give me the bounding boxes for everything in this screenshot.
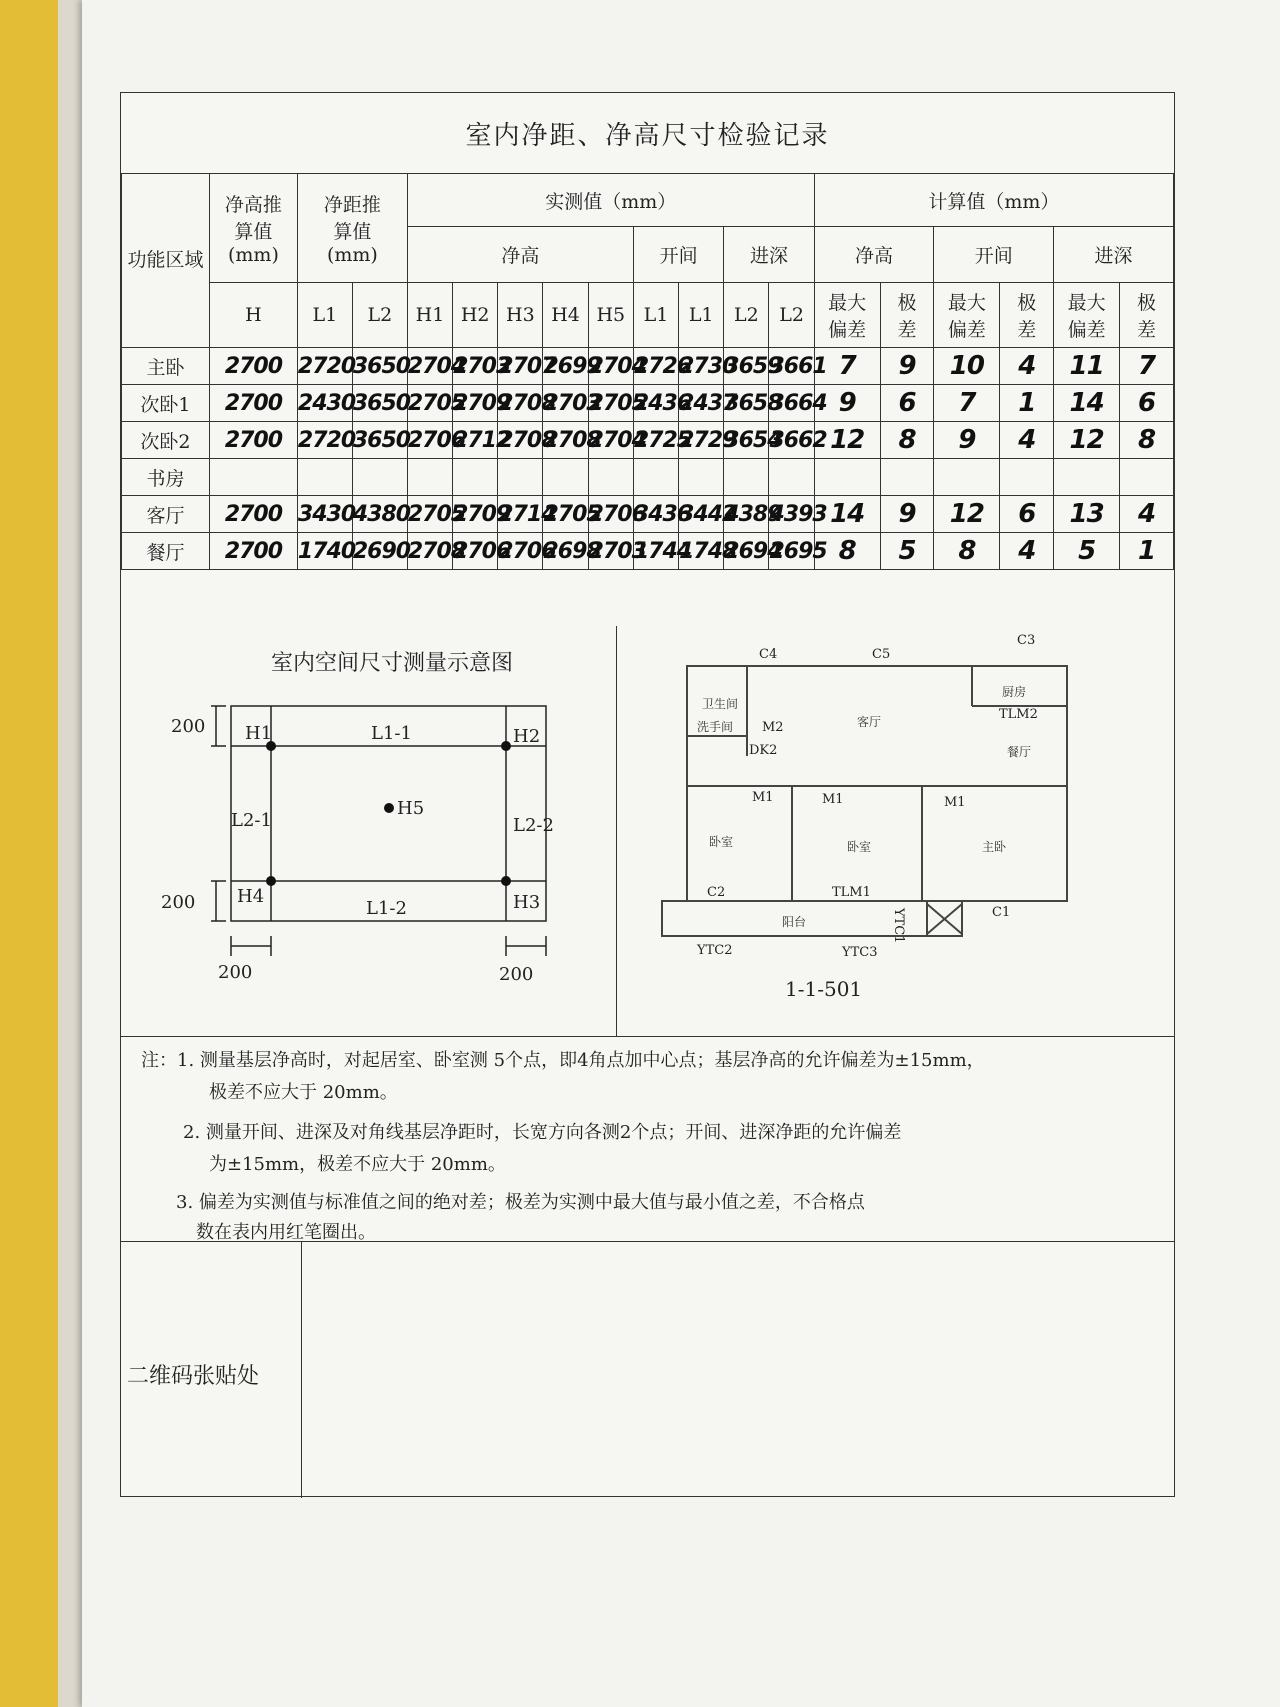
col-h4: H4 [543,283,588,348]
note-3-cont: 数在表内用红笔圈出。 [196,1222,376,1243]
row-cell: 2708 [543,422,588,459]
row-cell: 14 [814,496,880,533]
row-cell [724,459,769,496]
row-cell: 8 [814,533,880,570]
row-cell: 2690 [352,533,407,570]
row-area: 书房 [122,459,210,496]
header-dist-calc: 净距推 算值 (mm) [297,174,407,283]
col-bay-l1b: L1 [679,283,724,348]
row-cell: 2709 [453,496,498,533]
row-cell [769,459,814,496]
tag-c3: C3 [1017,633,1036,648]
row-cell: 12 [1054,422,1120,459]
header-calc-depth: 进深 [1054,227,1174,283]
tag-m1b: M1 [822,792,844,807]
row-cell [297,459,352,496]
row-cell: 10 [934,348,1000,385]
col-max-dev-depth: 最大 偏差 [1054,283,1120,348]
note-2: 2. 测量开间、进深及对角线基层净距时，长宽方向各测2个点；开间、进深净距的允许偏差 [183,1122,902,1143]
row-cell: 9 [934,422,1000,459]
row-cell: 2436 [633,385,678,422]
row-cell [543,459,588,496]
note-2-cont: 为±15mm，极差不应大于 20mm。 [209,1154,506,1175]
row-cell: 7 [814,348,880,385]
row-cell: 4389 [724,496,769,533]
col-range-bay: 极 差 [1000,283,1054,348]
row-cell [934,459,1000,496]
row-cell: 2705 [407,385,452,422]
row-cell: 2699 [543,348,588,385]
label-l22: L2-2 [513,815,554,836]
room-bed2: 卧室 [847,840,872,854]
row-cell: 11 [1054,348,1120,385]
row-cell: 3654 [724,422,769,459]
label-h4: H4 [237,886,265,907]
tag-m2: M2 [762,720,784,735]
row-cell: 2700 [209,422,297,459]
label-h3: H3 [513,892,541,913]
row-cell [1054,459,1120,496]
tag-ytc2: YTC2 [697,943,733,958]
row-cell: 2706 [453,533,498,570]
row-cell [1120,459,1174,496]
row-cell: 2704 [407,348,452,385]
row-cell [814,459,880,496]
form-title: 室内净距、净高尺寸检验记录 [121,93,1174,174]
row-cell: 4 [1000,348,1054,385]
row-cell: 2703 [588,533,633,570]
row-cell: 6 [1000,496,1054,533]
row-cell: 3650 [352,348,407,385]
col-l2: L2 [352,283,407,348]
row-cell: 3442 [679,496,724,533]
row-cell [1000,459,1054,496]
row-cell: 3658 [724,385,769,422]
row-cell: 3650 [352,422,407,459]
row-cell: 4 [1120,496,1174,533]
dim-bottom-200b: 200 [499,964,534,985]
row-area: 餐厅 [122,533,210,570]
row-area: 客厅 [122,496,210,533]
row-cell: 2725 [633,422,678,459]
row-cell: 2437 [679,385,724,422]
qr-section [121,1241,1174,1498]
inspection-form [120,92,1175,1497]
floor-plan [617,626,1177,1036]
row-cell: 2706 [407,422,452,459]
row-cell: 9 [880,348,934,385]
row-cell: 2730 [679,348,724,385]
header-depth: 进深 [724,227,814,283]
record-table [121,173,1174,570]
table-row [122,459,1174,496]
room-kitchen: 厨房 [1002,685,1027,699]
row-cell: 5 [880,533,934,570]
row-cell: 6 [1120,385,1174,422]
header-bay: 开间 [633,227,723,283]
row-cell: 2694 [724,533,769,570]
col-range-depth: 极 差 [1120,283,1174,348]
point-h4 [266,876,276,886]
row-cell: 13 [1054,496,1120,533]
tag-tlm1: TLM1 [832,885,871,900]
row-cell: 2700 [209,348,297,385]
row-cell [679,459,724,496]
row-cell: 2705 [588,385,633,422]
dim-top-left: 200 [171,716,206,737]
note-1: 注：1. 测量基层净高时，对起居室、卧室测 5个点，即4角点加中心点；基层净高的允许偏差为±15mm， [141,1050,985,1071]
row-cell [352,459,407,496]
measurement-diagram [121,626,611,1036]
notes-section [121,1036,1174,1242]
row-cell: 4 [1000,533,1054,570]
tag-c5: C5 [872,647,891,662]
row-cell: 1748 [679,533,724,570]
row-cell: 12 [934,496,1000,533]
tag-tlm2: TLM2 [999,707,1038,722]
row-cell: 2705 [543,496,588,533]
room-dining: 餐厅 [1007,745,1032,759]
row-cell: 8 [934,533,1000,570]
table-row [122,385,1174,422]
label-h5: H5 [397,798,425,819]
header-calc-net-height: 净高 [814,227,934,283]
col-depth-l2a: L2 [724,283,769,348]
tag-ytc3: YTC3 [842,945,878,960]
col-h1: H1 [407,283,452,348]
table-row [122,348,1174,385]
table-row [122,422,1174,459]
header-height-calc: 净高推 算值 (mm) [209,174,297,283]
row-cell: 2703 [453,348,498,385]
col-max-dev-bay: 最大 偏差 [934,283,1000,348]
row-cell: 4 [1000,422,1054,459]
row-cell: 1744 [633,533,678,570]
row-area: 主卧 [122,348,210,385]
col-depth-l2b: L2 [769,283,814,348]
row-cell: 9 [880,496,934,533]
row-cell: 2729 [679,422,724,459]
label-l12: L1-2 [366,898,407,919]
header-net-height: 净高 [407,227,633,283]
col-h3: H3 [498,283,543,348]
room-bath: 卫生间 [702,697,739,711]
row-cell: 3659 [724,348,769,385]
tag-m1c: M1 [944,795,966,810]
row-cell: 2700 [209,385,297,422]
row-area: 次卧2 [122,422,210,459]
row-cell: 2703 [543,385,588,422]
row-cell: 3662 [769,422,814,459]
qr-divider [301,1241,302,1498]
header-calc-bay: 开间 [934,227,1054,283]
row-cell: 1 [1120,533,1174,570]
row-cell: 4380 [352,496,407,533]
tag-c1: C1 [992,905,1011,920]
row-cell: 2712 [453,422,498,459]
col-max-dev-height: 最大 偏差 [814,283,880,348]
row-cell: 2709 [453,385,498,422]
row-cell: 2708 [498,385,543,422]
label-l21: L2-1 [231,810,272,831]
row-cell: 12 [814,422,880,459]
room-master: 主卧 [982,840,1007,854]
row-cell [498,459,543,496]
point-h5 [384,803,394,813]
tag-c4: C4 [759,647,778,662]
col-l1: L1 [297,283,352,348]
row-cell: 2700 [209,496,297,533]
qr-label: 二维码张贴处 [127,1364,260,1389]
row-cell: 2720 [297,348,352,385]
col-h: H [209,283,297,348]
diagram-section [121,626,1174,1037]
row-cell: 3661 [769,348,814,385]
point-h3 [501,876,511,886]
row-cell: 9 [814,385,880,422]
row-cell: 2430 [297,385,352,422]
row-cell [633,459,678,496]
row-cell: 6 [880,385,934,422]
tag-c2: C2 [707,885,726,900]
row-cell: 4393 [769,496,814,533]
diagram-title: 室内空间尺寸测量示意图 [271,651,514,676]
label-l11: L1-1 [371,723,412,744]
row-cell: 5 [1054,533,1120,570]
row-cell: 2707 [498,348,543,385]
row-cell: 2706 [498,533,543,570]
row-cell: 2714 [498,496,543,533]
row-cell: 2704 [588,422,633,459]
row-cell: 3664 [769,385,814,422]
row-cell: 2705 [407,496,452,533]
room-wash: 洗手间 [697,720,734,734]
data-rows [122,348,1174,570]
row-cell: 14 [1054,385,1120,422]
row-cell: 3650 [352,385,407,422]
row-cell: 7 [934,385,1000,422]
row-cell: 8 [1120,422,1174,459]
header-area: 功能区域 [122,174,210,348]
row-cell: 3430 [297,496,352,533]
dim-bottom-200a: 200 [218,962,253,983]
tag-ytc1: YTC1 [891,908,906,944]
col-h2: H2 [453,283,498,348]
row-cell [453,459,498,496]
row-cell: 2726 [633,348,678,385]
row-cell [880,459,934,496]
row-cell: 2698 [543,533,588,570]
label-h2: H2 [513,726,541,747]
dim-bottom-left: 200 [161,892,196,913]
row-cell: 2695 [769,533,814,570]
row-area: 次卧1 [122,385,210,422]
col-range-height: 极 差 [880,283,934,348]
row-cell: 1740 [297,533,352,570]
row-cell: 1 [1000,385,1054,422]
row-cell: 2708 [498,422,543,459]
col-h5: H5 [588,283,633,348]
row-cell: 2706 [588,496,633,533]
tag-m1a: M1 [752,790,774,805]
row-cell: 2708 [407,533,452,570]
point-h2 [501,741,511,751]
row-cell: 2704 [588,348,633,385]
row-cell: 7 [1120,348,1174,385]
row-cell: 8 [880,422,934,459]
note-3: 3. 偏差为实测值与标准值之间的绝对差；极差为实测中最大值与最小值之差，不合格点 [176,1192,865,1213]
label-h1: H1 [245,723,273,744]
row-cell [209,459,297,496]
table-row [122,533,1174,570]
tag-dk2: DK2 [749,743,778,758]
row-cell: 3436 [633,496,678,533]
row-cell: 2720 [297,422,352,459]
row-cell [407,459,452,496]
header-computed: 计算值（mm） [814,174,1173,227]
floorplan-code: 1-1-501 [785,977,863,1001]
room-living: 客厅 [857,715,882,729]
room-balcony: 阳台 [782,915,807,929]
room-bed1: 卧室 [709,835,734,849]
note-1-cont: 极差不应大于 20mm。 [209,1082,398,1103]
col-bay-l1a: L1 [633,283,678,348]
row-cell [588,459,633,496]
header-measured: 实测值（mm） [407,174,814,227]
table-row [122,496,1174,533]
row-cell: 2700 [209,533,297,570]
